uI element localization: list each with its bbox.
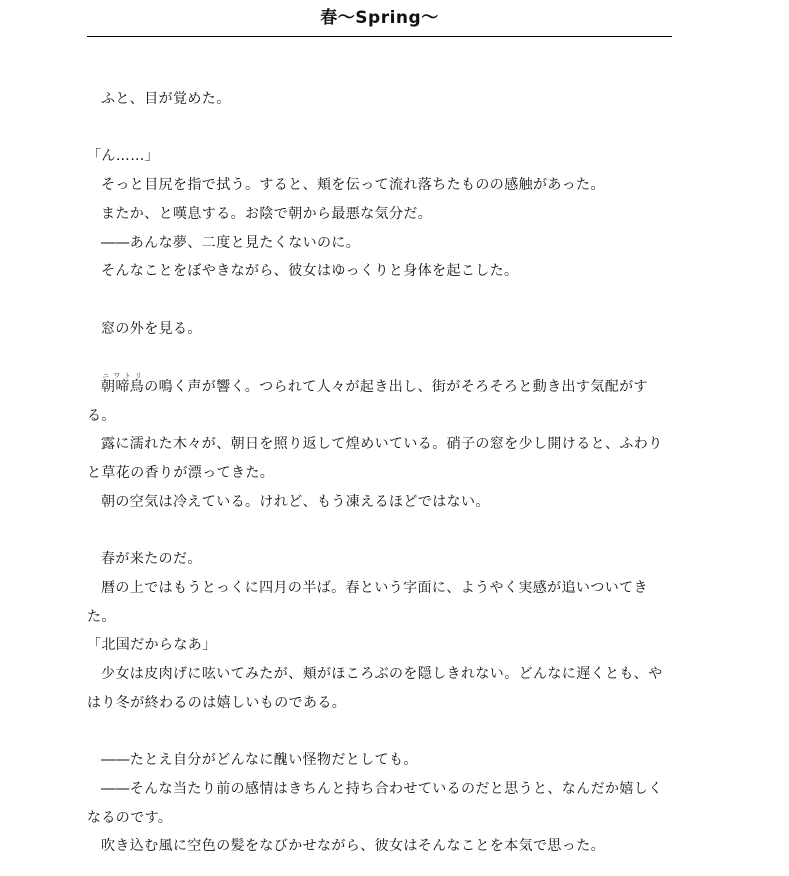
ruby-annotation xyxy=(101,371,145,395)
paragraph-line: 露に濡れた木々が、朝日を照り返して煌めいている。硝子の窓を少し開けると、ふわりと草花の香りが漂ってきた。 xyxy=(87,436,663,482)
paragraph-line: 暦の上ではもうとっくに四月の半ば。春という字面に、ようやく実感が追いついてきた。 xyxy=(87,579,648,625)
paragraph-line: 朝の空気は冷えている。けれど、もう凍えるほどではない。 xyxy=(101,493,490,510)
paragraph-line: またか、と嘆息する。お陰で朝から最悪な気分だ。 xyxy=(101,205,433,222)
blank-line xyxy=(87,343,672,372)
paragraph-line: ――そんな当たり前の感情はきちんと持ち合わせているのだと思うと、なんだか嬉しくなるのです。 xyxy=(87,780,663,826)
paragraph-line: ――たとえ自分がどんなに醜い怪物だとしても。 xyxy=(101,752,418,769)
paragraph-line xyxy=(87,372,672,430)
blank-line xyxy=(87,517,672,546)
story-body xyxy=(87,37,672,861)
blank-line xyxy=(87,717,672,746)
paragraph-line: そっと目尻を指で拭う。すると、頬を伝って流れ落ちたものの感触があった。 xyxy=(101,177,605,194)
paragraph-line: 「ん……」 xyxy=(87,148,159,165)
ruby-reading: ニワトリ xyxy=(101,371,145,380)
paragraph-line: ふと、目が覚めた。 xyxy=(101,91,231,107)
paragraph-line: 吹き込む風に空色の髪をなびかせながら、彼女はそんなことを本気で思った。 xyxy=(101,838,605,855)
paragraph-line: そんなことをぼやきながら、彼女はゆっくりと身体を起こした。 xyxy=(101,263,519,280)
paragraph-text: の鳴く声が響く。つられて人々が起き出し、街がそろそろと動き出す気配がする。 xyxy=(87,378,648,424)
paragraph-line: 少女は皮肉げに呟いてみたが、頬がほころぶのを隠しきれない。どんなに遅くとも、やはり冬が終わるのは嬉しいものである。 xyxy=(87,666,663,711)
blank-line xyxy=(87,114,672,143)
ruby-base: 朝啼鳥 xyxy=(101,378,145,395)
document-page xyxy=(87,0,672,861)
paragraph-line: ――あんな夢、二度と見たくないのに。 xyxy=(101,234,361,251)
paragraph-line: 春が来たのだ。 xyxy=(101,551,202,568)
blank-line xyxy=(87,286,672,315)
page-title: 春〜Spring〜 xyxy=(87,0,672,37)
paragraph-line: 「北国だからなあ」 xyxy=(87,637,217,654)
paragraph-line: 窓の外を見る。 xyxy=(101,320,202,337)
